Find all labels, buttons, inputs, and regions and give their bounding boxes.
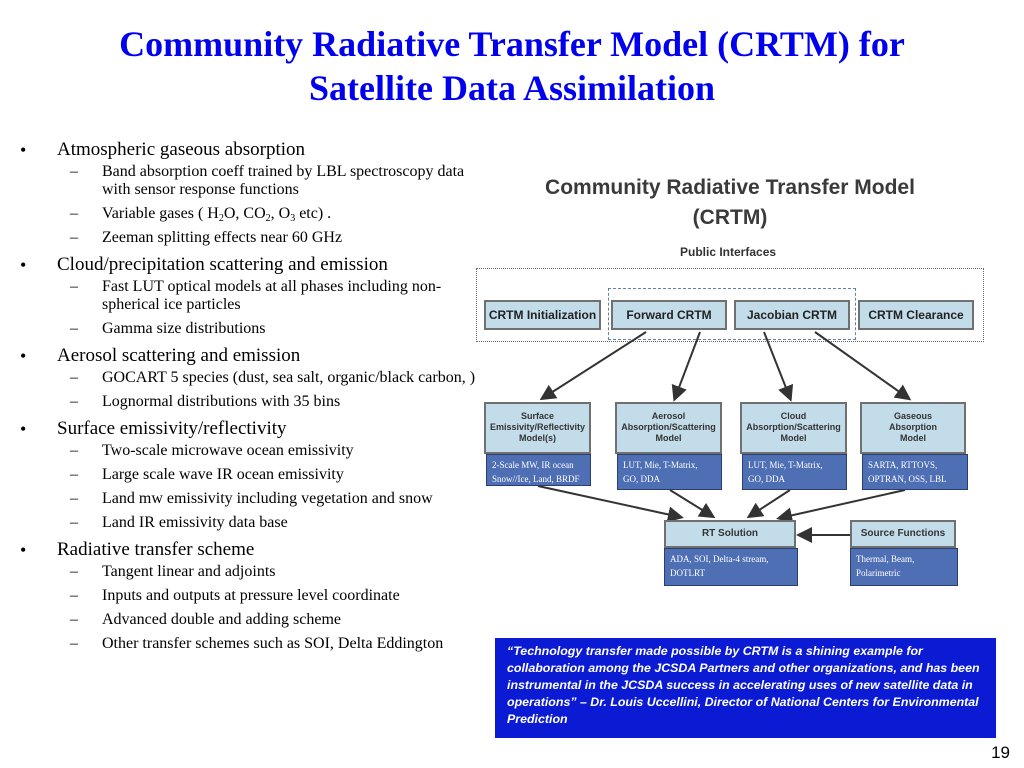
arrow-to-gaseous: [815, 332, 908, 398]
slide-title-line2: Satellite Data Assimilation: [309, 68, 715, 108]
bullet-dot-icon: •: [20, 255, 27, 275]
arrow-surface-to-rt: [538, 486, 680, 517]
aerosol-model-detail: LUT, Mie, T-Matrix, GO, DDA: [617, 454, 722, 490]
jacobian-crtm-box: Jacobian CRTM: [734, 300, 850, 330]
gaseous-model-box: Gaseous Absorption Model: [860, 402, 966, 454]
dash-icon: –: [70, 393, 78, 410]
public-interfaces-label: Public Interfaces: [680, 245, 777, 259]
surface-model-box: Surface Emissivity/Reflectivity Model(s): [484, 402, 591, 454]
arrow-aerosol-to-rt: [670, 490, 712, 516]
forward-crtm-box: Forward CRTM: [611, 300, 727, 330]
dash-icon: –: [70, 490, 78, 507]
sub-bullet-item: – Fast LUT optical models at all phases including non-spherical ice particles: [70, 278, 442, 313]
dash-icon: –: [70, 229, 78, 246]
dash-icon: –: [70, 320, 78, 337]
dash-icon: –: [70, 587, 78, 604]
dash-icon: –: [70, 514, 78, 531]
crtm-initialization-box: CRTM Initialization: [484, 300, 601, 330]
sub-bullet-item: – Land mw emissivity including vegetation and snow: [70, 490, 433, 507]
dash-icon: –: [70, 611, 78, 628]
bullet-item: • Radiative transfer scheme: [20, 539, 255, 560]
dash-icon: –: [70, 369, 78, 386]
bullet-item: • Atmospheric gaseous absorption: [20, 139, 306, 160]
surface-model-detail: 2-Scale MW, IR ocean Snow//Ice, Land, BRDF: [486, 454, 591, 486]
rt-solution-box: RT Solution: [664, 520, 796, 548]
cloud-model-detail: LUT, Mie, T-Matrix, GO, DDA: [742, 454, 847, 490]
sub-bullet-item: – Large scale wave IR ocean emissivity: [70, 466, 344, 483]
bullet-item: • Aerosol scattering and emission: [20, 345, 301, 366]
cloud-model-box: Cloud Absorption/Scattering Model: [740, 402, 847, 454]
sub-bullet-item: – Two-scale microwave ocean emissivity: [70, 442, 354, 459]
bullet-dot-icon: •: [20, 419, 27, 439]
sub-bullet-item: – GOCART 5 species (dust, sea salt, organic/black carbon, ): [70, 369, 476, 386]
sub-bullet-item: – Zeeman splitting effects near 60 GHz: [70, 229, 343, 246]
dash-icon: –: [70, 466, 78, 483]
page-number: 19: [991, 743, 1010, 762]
source-functions-detail: Thermal, Beam, Polarimetric: [850, 548, 958, 586]
arrow-gaseous-to-rt: [780, 490, 905, 518]
bullet-dot-icon: •: [20, 346, 27, 366]
rt-solution-detail: ADA, SOI, Delta-4 stream, DOTLRT: [664, 548, 798, 586]
source-functions-box: Source Functions: [850, 520, 956, 548]
bullet-item: • Surface emissivity/reflectivity: [20, 418, 287, 439]
dash-icon: –: [70, 442, 78, 459]
arrow-cloud-to-rt: [750, 490, 790, 516]
sub-bullet-item: – Tangent linear and adjoints: [70, 563, 276, 580]
dash-icon: –: [70, 163, 78, 180]
sub-bullet-item: – Lognormal distributions with 35 bins: [70, 393, 341, 410]
arrow-to-surface: [543, 332, 646, 398]
bullet-dot-icon: •: [20, 140, 27, 160]
dash-icon: –: [70, 278, 78, 295]
diagram-title: Community Radiative Transfer Model (CRTM): [545, 176, 915, 229]
sub-bullet-item: – Advanced double and adding scheme: [70, 611, 342, 628]
dash-icon: –: [70, 635, 78, 652]
slide-title-line1: Community Radiative Transfer Model (CRTM) for: [119, 24, 905, 64]
gaseous-model-detail: SARTA, RTTOVS, OPTRAN, OSS, LBL: [862, 454, 968, 490]
sub-bullet-item: – Inputs and outputs at pressure level coordinate: [70, 587, 400, 604]
dash-icon: –: [70, 205, 78, 222]
crtm-clearance-box: CRTM Clearance: [858, 300, 974, 330]
bullet-item: • Cloud/precipitation scattering and emission: [20, 254, 388, 275]
quote-box: “Technology transfer made possible by CRTM is a shining example for collaboration among the JCSDA Partners and other organizations, and has been instrumental in the JCSDA success in accelerating uses of new satellite data in operations” – Dr. Louis Uccellini, Director of National Centers for Environmental Prediction: [495, 638, 996, 738]
arrow-to-aerosol: [675, 332, 700, 398]
sub-bullet-item: – Land IR emissivity data base: [70, 514, 288, 531]
arrow-to-cloud: [764, 332, 790, 398]
sub-bullet-item: – Band absorption coeff trained by LBL spectroscopy data with sensor response functions: [70, 163, 465, 198]
sub-bullet-item: – Other transfer schemes such as SOI, Delta Eddington: [70, 635, 444, 652]
bullet-dot-icon: •: [20, 540, 27, 560]
sub-bullet-item: – Gamma size distributions: [70, 320, 266, 337]
dash-icon: –: [70, 563, 78, 580]
sub-bullet-item: – Variable gases ( $H_2O$, $CO_2$, $O_3$ etc) .: [70, 205, 332, 224]
aerosol-model-box: Aerosol Absorption/Scattering Model: [615, 402, 722, 454]
